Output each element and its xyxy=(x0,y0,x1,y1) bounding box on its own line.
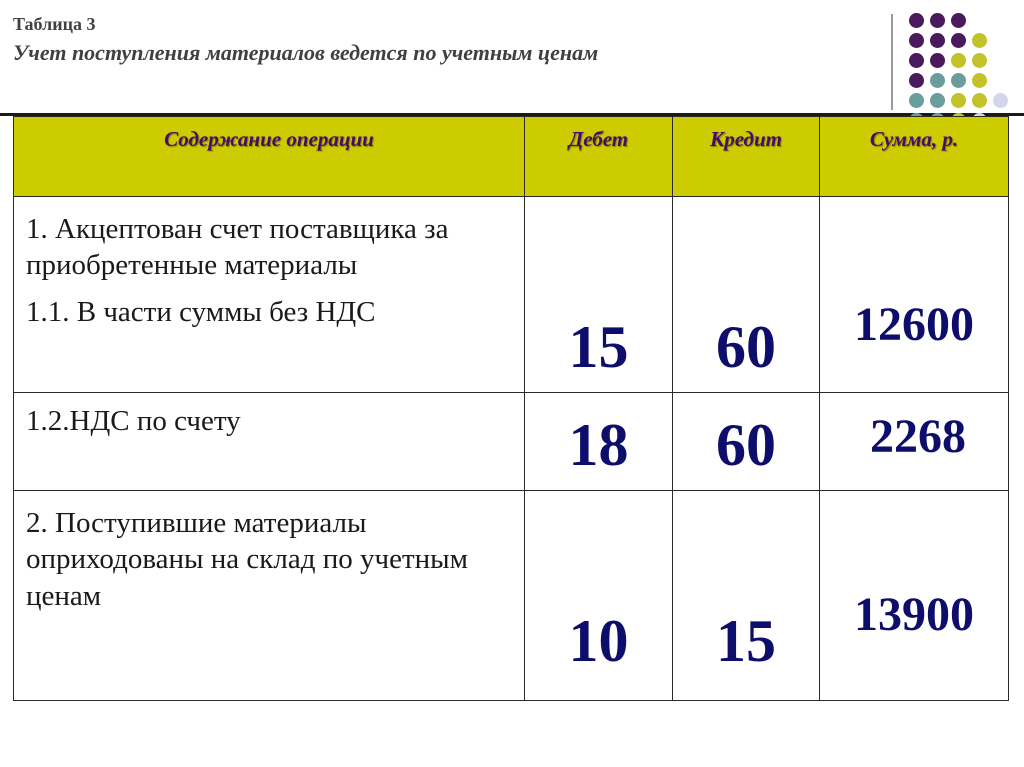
debit-cell xyxy=(525,491,673,701)
credit-cell xyxy=(673,197,820,393)
amount-cell xyxy=(820,197,1009,393)
dot xyxy=(951,33,966,48)
credit-value: 60 xyxy=(716,314,776,380)
dot xyxy=(930,73,945,88)
dot xyxy=(951,13,966,28)
dot xyxy=(951,93,966,108)
dot xyxy=(930,33,945,48)
header-credit: Кредит xyxy=(673,117,820,197)
debit-value: 15 xyxy=(568,314,629,380)
operation-text: 1. Акцептован счет поставщика за приобретенные материалы xyxy=(26,213,449,282)
dot xyxy=(930,13,945,28)
amount-value: 12600 xyxy=(854,298,974,351)
decorative-dot-grid xyxy=(909,13,1019,123)
amount-value: 13900 xyxy=(854,588,974,641)
credit-value: 60 xyxy=(716,412,776,478)
table-header-row xyxy=(14,117,1009,197)
operation-cell xyxy=(14,197,525,393)
dot xyxy=(909,53,924,68)
operation-cell xyxy=(14,393,525,491)
debit-cell xyxy=(525,393,673,491)
vertical-divider xyxy=(891,14,893,110)
amount-cell xyxy=(820,491,1009,701)
dot xyxy=(930,93,945,108)
table-row xyxy=(14,491,1009,701)
credit-value: 15 xyxy=(716,608,776,674)
operation-text: 1.1. В части суммы без НДС xyxy=(26,295,376,328)
dot xyxy=(930,53,945,68)
header-debit: Дебет xyxy=(525,117,673,197)
operation-text: 1.2.НДС по счету xyxy=(26,405,241,437)
slide-label: Таблица 3 xyxy=(13,14,96,34)
dot xyxy=(909,33,924,48)
operation-text: 2. Поступившие материалы оприходованы на склад по учетным ценам xyxy=(26,507,468,612)
credit-cell xyxy=(673,393,820,491)
slide-title: Учет поступления материалов ведется по учетным ценам xyxy=(13,40,599,65)
table-row xyxy=(14,393,1009,491)
dot xyxy=(909,13,924,28)
debit-value: 10 xyxy=(568,608,629,674)
debit-cell xyxy=(525,197,673,393)
operations-table xyxy=(13,116,1009,701)
dot xyxy=(972,73,987,88)
dot xyxy=(951,73,966,88)
dot xyxy=(972,93,987,108)
dot xyxy=(909,73,924,88)
dot xyxy=(972,53,987,68)
dot xyxy=(909,93,924,108)
credit-cell xyxy=(673,491,820,701)
dot xyxy=(972,33,987,48)
header-content: Содержание операции xyxy=(14,117,525,197)
table-row xyxy=(14,197,1009,393)
operation-cell xyxy=(14,491,525,701)
dot xyxy=(951,53,966,68)
dot xyxy=(993,93,1008,108)
debit-value: 18 xyxy=(568,412,629,478)
amount-cell xyxy=(820,393,1009,491)
amount-value: 2268 xyxy=(870,410,966,463)
header-amount: Сумма, р. xyxy=(820,117,1009,197)
